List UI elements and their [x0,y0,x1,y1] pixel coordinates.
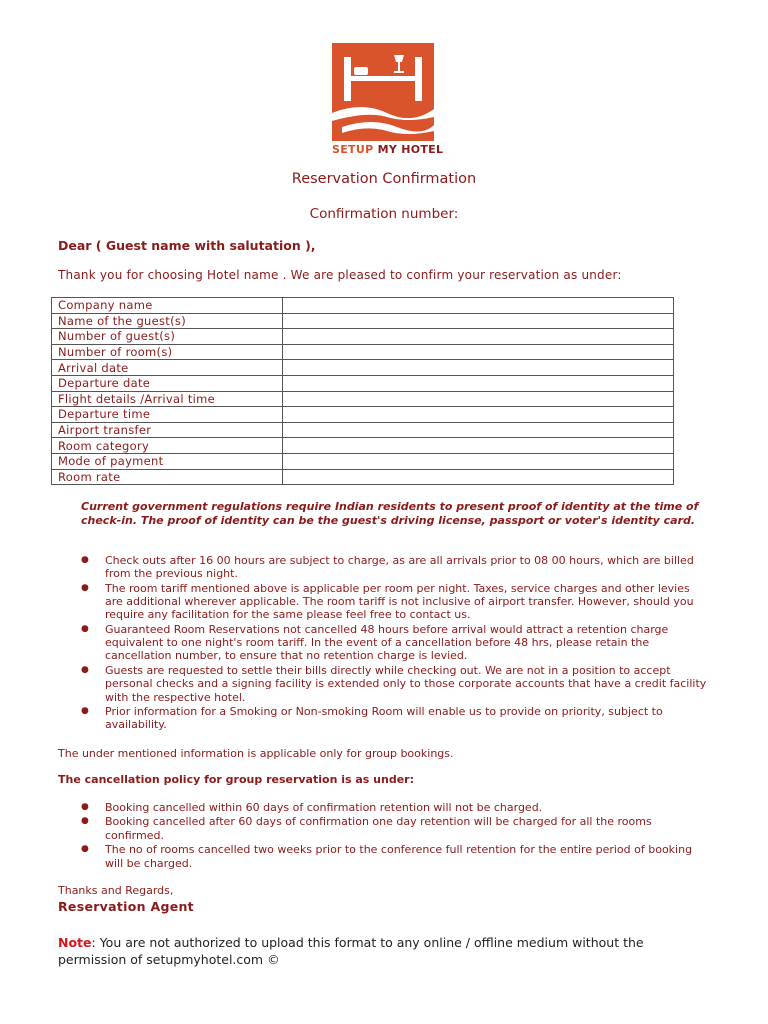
row-value[interactable] [283,438,674,454]
rules-list [81,554,711,733]
bullet-icon: ● [81,664,89,675]
table-row [52,375,674,391]
table-row [52,391,674,407]
row-value[interactable] [283,329,674,345]
row-value[interactable] [283,453,674,469]
page-title: Reservation Confirmation [291,171,477,187]
table-row [52,438,674,454]
group-info-text: The under mentioned information is applicable only for group bookings. [58,747,454,760]
list-item-text: Guaranteed Room Reservations not cancelled 48 hours before arrival would attract a retention charge equivalent to one night's room tariff. In the event of a cancellation before 48 hrs, please retain the cancellation number, to ensure that no retention charge is levied. [105,622,669,663]
row-label: Number of room(s) [52,344,283,360]
signature: Reservation Agent [58,899,194,914]
note-text: : You are not authorized to upload this format to any online / offline medium without the permission of setupmyhotel.com © [58,935,644,967]
table-row [52,298,674,314]
group-rules-list [81,801,711,871]
list-item [81,801,711,814]
row-label: Flight details /Arrival time [52,391,283,407]
list-item-text: Guests are requested to settle their bills directly while checking out. We are not in a position to accept personal checks and a signing facility is extended only to those corporate accounts that have a credit facility with the respective hotel. [105,663,707,704]
bullet-icon: ● [81,816,89,827]
note-label: Note [58,935,92,950]
bullet-icon: ● [81,706,89,717]
list-item-text: Booking cancelled within 60 days of confirmation retention will not be charged. [105,801,543,814]
row-label: Departure date [52,375,283,391]
table-row [52,344,674,360]
bullet-icon: ● [81,844,89,855]
closing: Thanks and Regards, [58,884,174,897]
government-notice: Current government regulations require Indian residents to present proof of identity at the time of check-in. The proof of identity can be the guest's driving license, passport or voter's identity card. [81,500,699,527]
row-label: Room rate [52,469,283,485]
table-row [52,422,674,438]
list-item [81,843,711,870]
row-label: Room category [52,438,283,454]
row-label: Company name [52,298,283,314]
bullet-icon: ● [81,623,89,634]
table-row [52,329,674,345]
list-item [81,664,711,704]
list-item-text: Check outs after 16 00 hours are subject to charge, as are all arrivals prior to 08 00 hours, which are billed from the previous night. [105,554,694,581]
list-item-text: Prior information for a Smoking or Non-smoking Room will enable us to provide on priority, subject to availability. [105,705,663,732]
row-value[interactable] [283,375,674,391]
list-item [81,705,711,732]
list-item-text: The room tariff mentioned above is applicable per room per night. Taxes, service charges and other levies are additional wherever applicable. The room tariff is not inclusive of airport transfer. However, should you require any facilitation for the same please feel free to contact us. [105,581,694,622]
row-value[interactable] [283,313,674,329]
bullet-icon: ● [81,802,89,812]
bullet-icon: ● [81,582,89,593]
greeting: Dear ( Guest name with salutation ), [58,238,316,253]
row-label: Arrival date [52,360,283,376]
list-item [81,554,711,581]
row-label: Name of the guest(s) [52,313,283,329]
table-row [52,360,674,376]
list-item-text: The no of rooms cancelled two weeks prior to the conference full retention for the entire period of booking will be charged. [105,843,693,870]
row-label: Departure time [52,407,283,423]
row-label: Mode of payment [52,453,283,469]
row-value[interactable] [283,391,674,407]
table-row [52,453,674,469]
row-value[interactable] [283,469,674,485]
list-item-text: Booking cancelled after 60 days of confirmation one day retention will be charged for all the rooms confirmed. [105,815,652,842]
confirmation-number-label: Confirmation number: [309,206,459,222]
cancellation-heading: The cancellation policy for group reservation is as under: [58,773,414,786]
table-row [52,313,674,329]
logo [332,43,444,156]
intro-text: Thank you for choosing Hotel name . We are pleased to confirm your reservation as under: [58,268,622,282]
note [58,934,698,968]
row-value[interactable] [283,422,674,438]
table-row [52,469,674,485]
bullet-icon: ● [81,555,89,565]
row-value[interactable] [283,344,674,360]
list-item [81,623,711,663]
table-row [52,407,674,423]
row-label: Airport transfer [52,422,283,438]
row-value[interactable] [283,407,674,423]
row-value[interactable] [283,360,674,376]
list-item [81,582,711,622]
list-item [81,815,711,842]
brand-name: SETUP MY HOTEL [332,143,444,156]
row-value[interactable] [283,298,674,314]
reservation-details-table [51,297,674,485]
row-label: Number of guest(s) [52,329,283,345]
hotel-bed-icon [332,43,434,141]
